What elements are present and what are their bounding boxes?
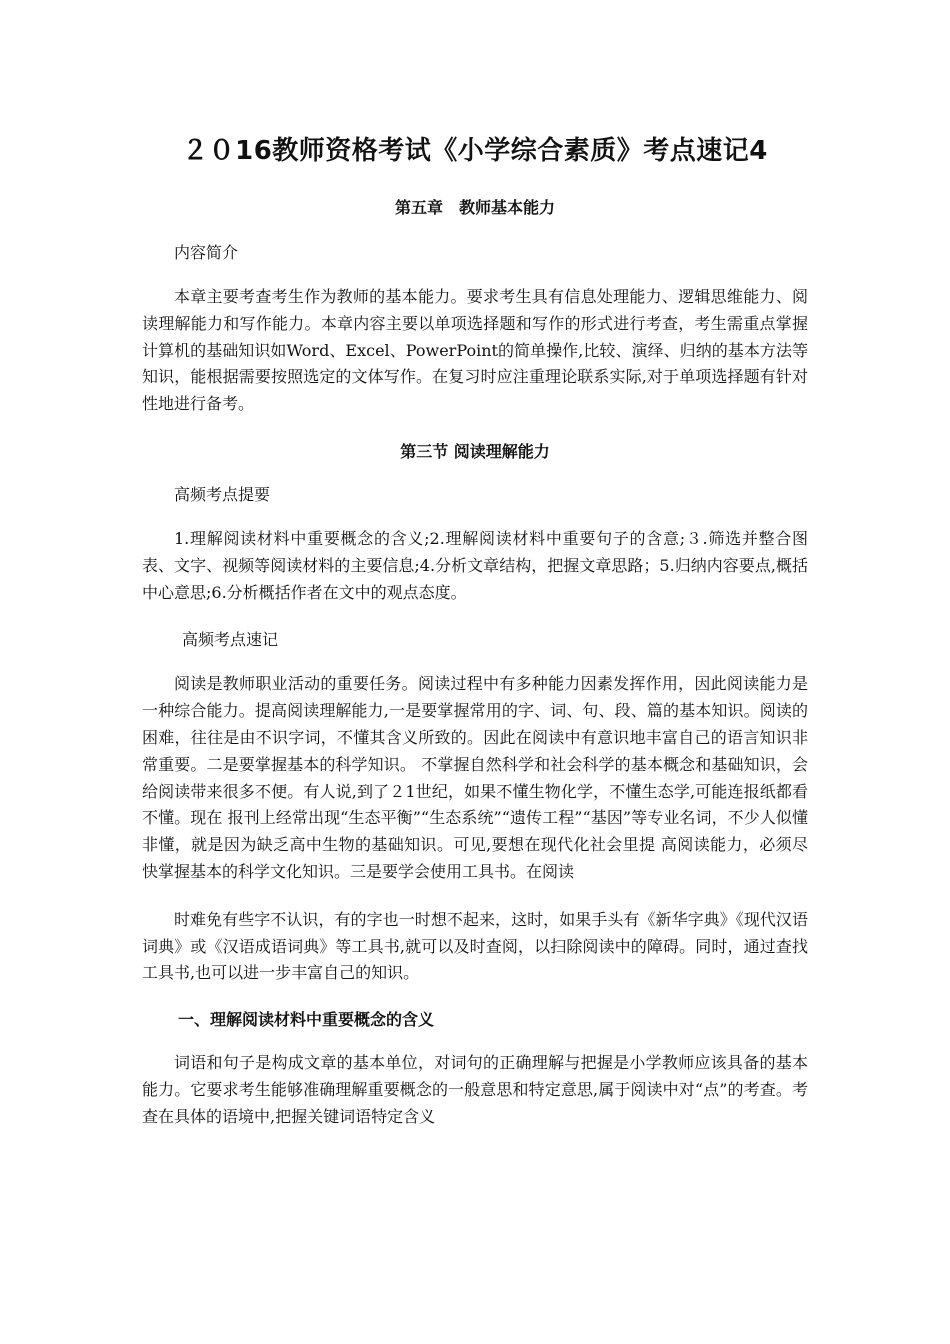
document-page <box>142 130 808 1152</box>
key-points-paragraph: 1.理解阅读材料中重要概念的含义;2.理解阅读材料中重要句子的含意;３.筛选并整合图表、文字、视频等阅读材料的主要信息;4.分析文章结构，把握文章思路；5.归纳内容要点,概括中心意思;6.分析概括作者在文中的观点态度。 <box>142 528 808 602</box>
chapter-title: 第五章 教师基本能力 <box>394 198 555 217</box>
document-title: ２０16教师资格考试《小学综合素质》考点速记4 <box>182 136 768 166</box>
intro-paragraph: 本章主要考查考生作为教师的基本能力。要求考生具有信息处理能力、逻辑思维能力、阅读理解能力和写作能力。本章内容主要以单项选择题和写作的形式进行考查，考生需重点掌握计算机的基础知识如Word、Excel、PowerPoint的简单操作,比较、演绎、归纳的基本方法等知识，能根据需要按照选定的文体写作。在复习时应注重理论联系实际,对于单项选择题有针对性地进行备考。 <box>142 287 808 414</box>
concepts-paragraph: 词语和句子是构成文章的基本单位，对词句的正确理解与把握是小学教师应该具备的基本能力。它要求考生能够准确理解重要概念的一般意思和特定意思,属于阅读中对“点”的考查。考查在具体的语境中,把握关键词语特定含义 <box>142 1053 808 1126</box>
quick-notes-paragraph-2: 时难免有些字不认识，有的字也一时想不起来，这时，如果手头有《新华字典》《现代汉语词典》或《汉语成语词典》等工具书,就可以及时查阅，以扫除阅读中的障碍。同时，通过查找工具书,也可以进一步丰富自己的知识。 <box>142 909 808 983</box>
subheading-concepts: 一、理解阅读材料中重要概念的含义 <box>178 1010 435 1030</box>
quick-notes-paragraph-1: 阅读是教师职业活动的重要任务。阅读过程中有多种能力因素发挥作用，因此阅读能力是一种综合能力。提高阅读理解能力,一是要掌握常用的字、词、句、段、篇的基本知识。阅读的困难，往往是由不识字词，不懂其含义所致的。因此在阅读中有意识地丰富自己的语言知识非常重要。二是要掌握基本的科学知识。 不掌握自然科学和社会科学的基本概念和基础知识，会给阅读带来很多不便。有人说,到了２1世纪，如果不懂生物化学，不懂生态学,可能连报纸都看不懂。现在 报刊上经常出现“生态平衡”“生态系统”“遗传工程”“基因”等专业名词，不少人似懂非懂，就是因为缺乏高中生物的基础知识。可见,要想在现代化社会里提 高阅读能力，必须尽快掌握基本的科学文化知识。三是要学会使用工具书。在阅读 <box>142 674 808 881</box>
key-points-label: 高频考点提要 <box>174 484 271 504</box>
quick-notes-label: 高频考点速记 <box>182 630 279 650</box>
section-title: 第三节 阅读理解能力 <box>400 441 550 461</box>
intro-label: 内容简介 <box>174 243 239 262</box>
